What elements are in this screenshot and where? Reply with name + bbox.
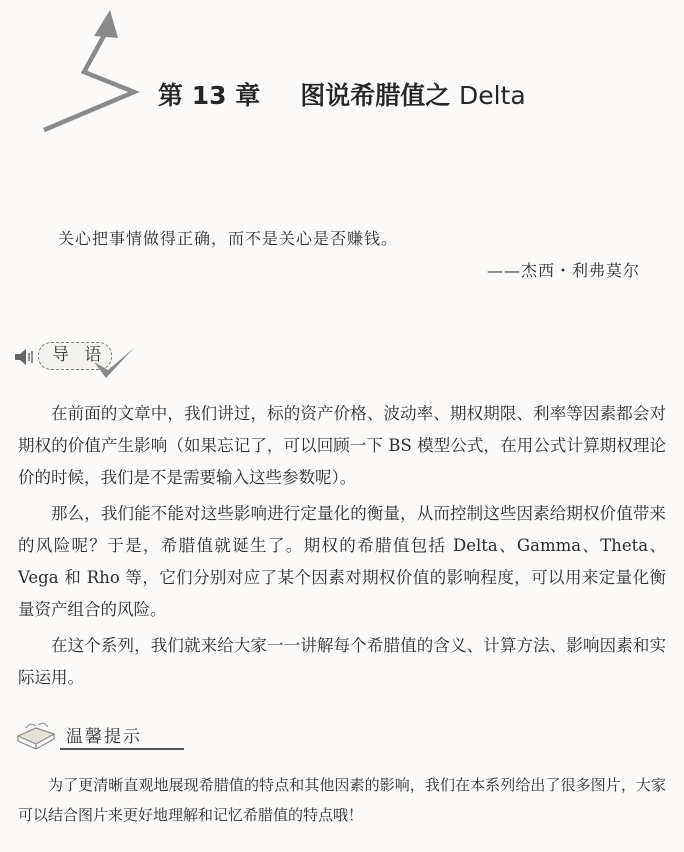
book-icon [16,722,56,752]
tip-label: 温馨提示 [66,727,142,747]
intro-paragraph-1: 在前面的文章中，我们讲过，标的资产价格、波动率、期权期限、利率等因素都会对期权的价值产生影响（如果忘记了，可以回顾一下 BS 模型公式，在用公式计算期权理论价的时候，我们是不是需要输入这些参数呢）。 [18,404,666,487]
chapter-title [158,76,526,112]
tip-body [18,770,666,830]
intro-label: 导 语 [52,345,107,365]
checkmark-icon [92,346,136,382]
intro-paragraph-2: 那么，我们能不能对这些影响进行定量化的衡量，从而控制这些因素给期权价值带来的风险呢？于是，希腊值就诞生了。期权的希腊值包括 Delta、Gamma、Theta、Vega 和 Rho 等，它们分别对应了某个因素对期权价值的影响程度，可以用来定量化衡量资产组合的风险。 [18,504,666,619]
speaker-icon [14,348,36,366]
epigraph-quote: 关心把事情做得正确，而不是关心是否赚钱。 [58,229,399,248]
tip-paragraph: 为了更清晰直观地展现希腊值的特点和其他因素的影响，我们在本系列给出了很多图片，大家可以结合图片来更好地理解和记忆希腊值的特点哦！ [18,776,666,824]
intro-body [18,398,666,698]
chapter-title-latin: Delta [458,81,526,110]
intro-paragraph-3: 在这个系列，我们就来给大家一一讲解每个希腊值的含义、计算方法、影响因素和实际运用。 [18,636,666,687]
intro-section-tag [14,338,134,384]
tip-section-header [16,720,186,756]
epigraph-attribution: ——杰西・利弗莫尔 [486,261,640,280]
tip-underline [60,748,184,750]
chapter-title-text: 图说希腊值之 [300,81,451,110]
zigzag-arrow-icon [38,8,148,138]
chapter-number: 第 13 章 [158,81,261,110]
